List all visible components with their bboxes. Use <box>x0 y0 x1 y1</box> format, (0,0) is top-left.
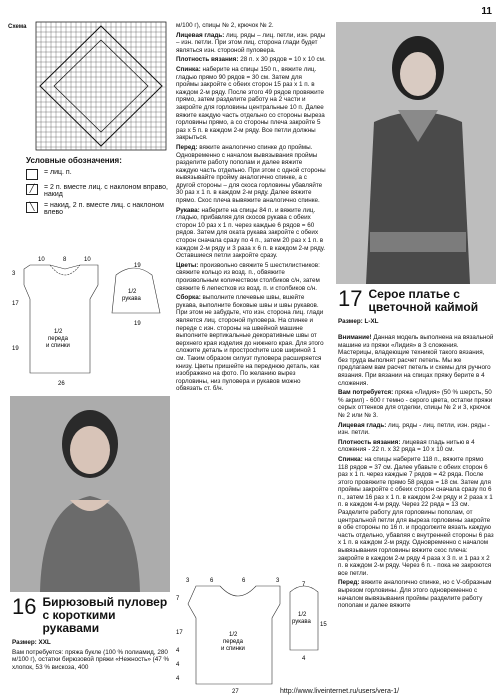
legend-item: ╲ = накид, 2 п. вместе лиц. с наклоном влево <box>26 202 176 216</box>
legend-title: Условные обозначения: <box>26 156 122 165</box>
model-number: 17 <box>338 286 363 311</box>
svg-text:1/2передаи спинки: 1/2 переда и спинки <box>221 632 245 652</box>
slash-right-icon: ╱ <box>26 184 38 195</box>
paragraph: Спинка: на спицы наберите 118 п., вяжите прямо 118 рядов = 37 см. Далее убавьте с обеих сторон 6 раз x 1 п. через каждые 7 рядов = 42 ряда. После этого провяжите прямо 58 рядов = 18 см. Затем для проймы закройте с обеих сторон сначала сразу по 6 п., затем 16 раз x 1 п. в каждом 2-м ряду и 2 раза x 1 п. в каждом 4-м ряду. Через 22 ряда = 13 см. Разделите работу для горловины пополам, от центральной петли для выреза горловины закройте в обе стороны по 16 п. и продолжите вязать каждую часть отдельно, убавляя с внутренней стороны 6 раз x 1 п. в каждом 2-м ряду. Одновременно с началом вывязывания горловины вяжите скос плеча: закройте в каждом 2-м ряду 4 раза x 3 п. и 1 раз x 2 п. в каждом 2-м ряду. Через 6 п. - пока не закроются все петли. <box>338 455 494 577</box>
paragraph: Лицевая гладь: лиц. ряды – лиц. петли, изн. ряды – изн. петли. При этом лиц. сторона глади будет являться изн. стороной пуловера. <box>176 31 326 54</box>
model-photo-17 <box>336 22 496 284</box>
model-title: Серое платье с цветочной каймой <box>368 287 479 314</box>
legend <box>26 156 176 216</box>
svg-text:15: 15 <box>320 622 327 628</box>
model-size: Размер: L-XL <box>338 318 379 325</box>
instructions-column-right <box>338 334 494 612</box>
svg-text:3: 3 <box>186 578 190 584</box>
svg-text:6: 6 <box>210 578 214 584</box>
paragraph: м/100 г), спицы № 2, крючок № 2. <box>176 22 274 29</box>
scheme-label: Схема <box>8 24 27 30</box>
paragraph: Перед: вяжите аналогично спинке, но с V-образным вырезом горловины. Для этого одновременно с началом вывязывания проймы разделите работу пополам и далее вяжите <box>338 579 492 610</box>
model-16-header <box>12 596 172 671</box>
svg-text:27: 27 <box>232 689 239 695</box>
svg-text:17: 17 <box>176 630 183 636</box>
model-size: Размер: XXL <box>12 639 51 646</box>
dim: 19 <box>12 346 19 352</box>
paragraph: Вам потребуется: пряжа «Лидия» (50 % шерсть, 50 % акрил) - 600 г темно - серого цвета, остатки пряжи серых оттенков для отделки, спицы № 2 и 3, крючок № 2 или № 3. <box>338 389 493 419</box>
dim: 17 <box>12 301 19 307</box>
svg-text:1/2 переда и спинки <box>46 329 70 349</box>
label-back: и спинки <box>46 343 70 349</box>
paragraph: Сборка: выполните плечевые швы, вшейте рукава, выполните боковые швы и швы рукавов. При этом не забудьте, что изн. сторона лиц. глади является лиц. стороной пуловера. На спинке и переде с изн. стороны на швейной машине выполните вертикальные декоративные швы от верхнего края изделия до нижнего края. Для этого сложите деталь и простроchите шов шириной 1 см. Таким образом силуэт пуловера расширяется книзу. Цветы пришейте на переднюю деталь, как изображено на фото. По желанию вырез горловины, низ пуловера и рукавов можно обвязать ст. б/н. <box>176 294 324 393</box>
svg-text:4: 4 <box>176 648 180 654</box>
dim: 26 <box>58 381 65 387</box>
dim: 3 <box>12 271 16 277</box>
svg-text:19: 19 <box>134 263 141 269</box>
knitting-chart <box>36 22 166 150</box>
svg-text:4: 4 <box>176 662 180 668</box>
svg-text:1/2рукава: 1/2 рукава <box>122 289 141 302</box>
model-photo-16 <box>10 396 170 592</box>
page-number: 11 <box>481 6 492 17</box>
paragraph: Спинка: наберите на спицы 150 п., вяжите лиц. гладью прямо 90 рядов = 30 см. Затем для проймы закройте с обеих сторон 15 раз x 1 п. в каждом 2-м ряду. После этого 49 рядов провяжите прямо, затем разделите работу на 2 части и закройте для горловины центральные 10 п. Далее вяжите каждую часть отдельно со стороны выреза горловины прямо, а со стороны плеча закройте 5 раз x 5 п. в каждом 2-м ряду. Все петли должны закрыться. <box>176 65 325 142</box>
svg-text:7: 7 <box>302 582 306 588</box>
empty-cell-icon <box>26 169 38 180</box>
model-17-header <box>338 288 496 326</box>
paragraph: Плотность вязания: лицевая гладь нитью в 4 сложения - 22 п. x 32 ряда = 10 x 10 см. <box>338 438 475 454</box>
dim: 10 <box>84 257 91 263</box>
slash-left-icon: ╲ <box>26 202 38 213</box>
svg-text:6: 6 <box>242 578 246 584</box>
paragraph: Цветы: произвольно свяжите 5 шестилистников: свяжите кольцо из возд. п., обвяжите произвольным количеством столбиков с/н, затем свяжите 6 лепестков из возд. п. и столбиков с/н. <box>176 261 320 292</box>
legend-item: = лиц. п. <box>26 169 176 180</box>
footer-url: http://www.liveinternet.ru/users/vera-1/ <box>280 688 400 695</box>
svg-text:4: 4 <box>302 656 306 662</box>
paragraph: Плотность вязания: 28 п. x 30 рядов = 10 x 10 см. <box>176 56 326 64</box>
paragraph: Лицевая гладь: лиц. ряды - лиц. петли, изн. ряды - изн. петли. <box>338 421 490 437</box>
model-title: Бирюзовый пуловер с короткими рукавами <box>42 595 168 635</box>
dim: 8 <box>63 257 67 263</box>
materials-text: Вам потребуется: пряжа букле (100 % полиамид, 280 м/100 г), остатки бирюзовой пряжи «Нежность» (47 % хлопок, 53 % вискоза, 400 <box>12 648 170 671</box>
paragraph: Перед: вяжите аналогично спинке до проймы. Одновременно с началом вывязывания проймы разделите работу пополам и далее вяжите каждую часть отдельно. При этом с одной стороны вывязывайте пройму аналогично спинке, а с другой стороны – для скоса горловины убавляйте 30 раз x 1 п. в каждом 2-м ряду. Далее вяжите прямо. Скос плеча вывяжите аналогично спинке. <box>176 143 326 205</box>
pattern-pullover <box>10 255 170 390</box>
model-number: 16 <box>12 594 37 619</box>
svg-text:1/2рукава: 1/2 рукава <box>292 612 311 625</box>
svg-text:19: 19 <box>134 321 141 327</box>
dim: 10 <box>38 257 45 263</box>
svg-text:3: 3 <box>276 578 280 584</box>
label-half: 1/2 <box>54 329 63 335</box>
svg-text:7: 7 <box>176 596 180 602</box>
instructions-column <box>176 22 326 395</box>
legend-item: ╱ = 2 п. вместе лиц. с наклоном вправо, накид <box>26 184 176 198</box>
svg-text:4: 4 <box>176 676 180 682</box>
pattern-dress <box>174 572 327 695</box>
paragraph: Внимание! Данная модель выполнена на вязальной машине из пряжи «Лидия» в 3 сложения. Мастерицы, владеющие техникой такого вязания, без труда выполнят расчет петель. Мы же предлагаем вам расчет петель и схемы для ручного вязания. При вязании на спицах пряжу берите в 4 сложения. <box>338 334 494 387</box>
label-front: переда <box>48 336 68 342</box>
paragraph: Рукава: наберите на спицы 84 п. и вяжите лиц. гладью, прибавляя для скосов рукава с обеих сторон 10 раз x 1 п. через каждые 6 рядов = 60 рядов. Затем для оката рукава закройте с обеих сторон сначала сразу по 4 п., затем 20 раз x 1 п. в каждом 2-м ряду и 3 раза x 6 п. в каждом 2-м ряду. Оставшиеся петли закройте сразу. <box>176 206 326 260</box>
